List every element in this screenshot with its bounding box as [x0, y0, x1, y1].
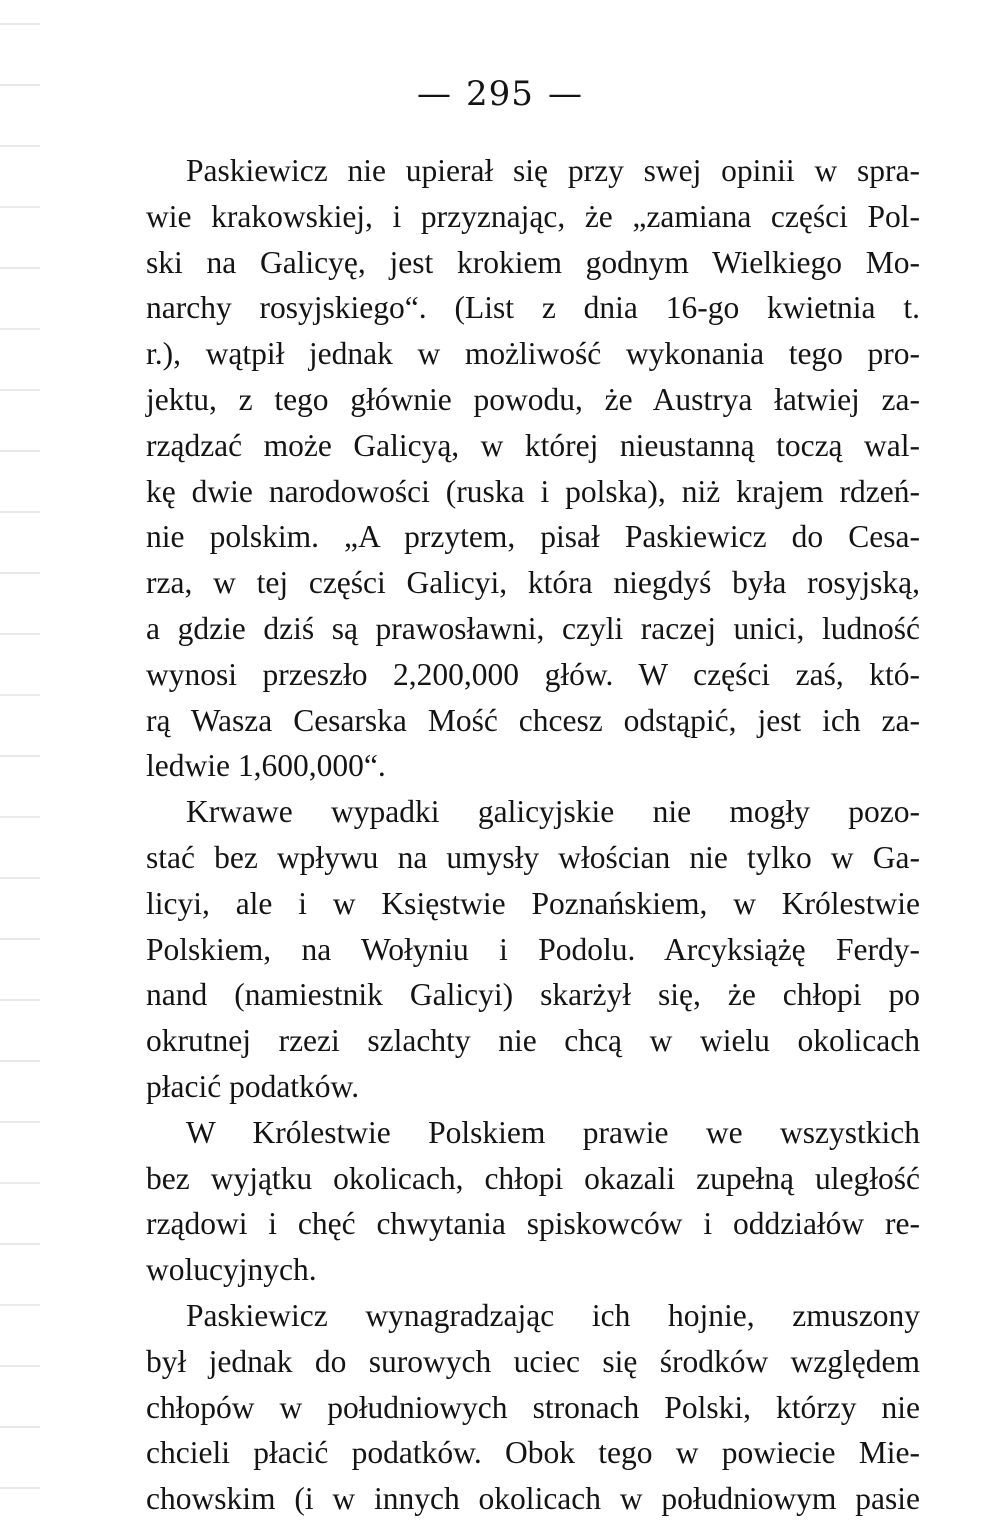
- text-line: chcieli płacić podatków. Obok tego w powiecie Mie-: [146, 1435, 920, 1471]
- text-line: rządzać może Galicyą, w której nieustanną toczą wal-: [146, 427, 920, 463]
- text-line: W Królestwie Polskiem prawie we wszystkich: [186, 1114, 920, 1150]
- text-line: rza, w tej części Galicyi, która niegdyś była rosyjską,: [146, 565, 920, 601]
- text-line: Polskiem, na Wołyniu i Podolu. Arcyksiążę Ferdy-: [146, 931, 920, 967]
- text-line: nand (namiestnik Galicyi) skarżył się, że chłopi po: [146, 977, 920, 1013]
- text-line: Paskiewicz nie upierał się przy swej opinii w spra-: [186, 153, 920, 188]
- text-line: kę dwie narodowości (ruska i polska), niż krajem rdzeń-: [146, 473, 920, 509]
- text-line: r.), wątpił jednak w możliwość wykonania tego pro-: [146, 336, 920, 372]
- text-line: był jednak do surowych uciec się środków względem: [146, 1343, 920, 1379]
- text-line: a gdzie dziś są prawosławni, czyli raczej unici, ludność: [146, 610, 920, 646]
- text-line: płacić podatków.: [146, 1068, 360, 1104]
- text-line: chowskim (i w innych okolicach w południowym pasie: [146, 1481, 920, 1517]
- header-right-dash: —: [547, 74, 583, 114]
- header-left-dash: —: [417, 74, 453, 114]
- text-line: wolucyjnych.: [146, 1252, 317, 1288]
- text-line: bez wyjątku okolicach, chłopi okazali zupełną uległość: [146, 1160, 920, 1196]
- text-line: chłopów w południowych stronach Polski, którzy nie: [146, 1389, 920, 1425]
- text-line: jektu, z tego głównie powodu, że Austrya łatwiej za-: [146, 381, 920, 417]
- text-line: nie polskim. „A przytem, pisał Paskiewicz do Cesa-: [146, 519, 920, 555]
- text-line: ledwie 1,600,000“.: [146, 748, 386, 784]
- page-edge-shadow: [0, 0, 40, 1496]
- text-line: ski na Galicyę, jest krokiem godnym Wielkiego Mo-: [146, 244, 920, 280]
- text-line: rządowi i chęć chwytania spiskowców i oddziałów re-: [146, 1206, 920, 1242]
- page-number: 295: [466, 74, 534, 114]
- text-line: wie krakowskiej, i przyznając, że „zamiana części Pol-: [146, 198, 920, 234]
- text-line: wynosi przeszło 2,200,000 głów. W części zaś, któ-: [146, 656, 920, 692]
- page-number-header: [0, 74, 1000, 114]
- text-line: Krwawe wypadki galicyjskie nie mogły pozo-: [186, 794, 920, 830]
- text-line: narchy rosyjskiego“. (List z dnia 16-go kwietnia t.: [146, 290, 920, 326]
- text-line: licyi, ale i w Księstwie Poznańskiem, w Królestwie: [146, 885, 920, 921]
- text-line: stać bez wpływu na umysły włościan nie tylko w Ga-: [146, 839, 920, 875]
- text-line: Paskiewicz wynagradzając ich hojnie, zmuszony: [186, 1297, 920, 1333]
- body-text: [146, 148, 920, 1522]
- text-line: okrutnej rzezi szlachty nie chcą w wielu okolicach: [146, 1023, 920, 1059]
- text-line: rą Wasza Cesarska Mość chcesz odstąpić, jest ich za-: [146, 702, 920, 738]
